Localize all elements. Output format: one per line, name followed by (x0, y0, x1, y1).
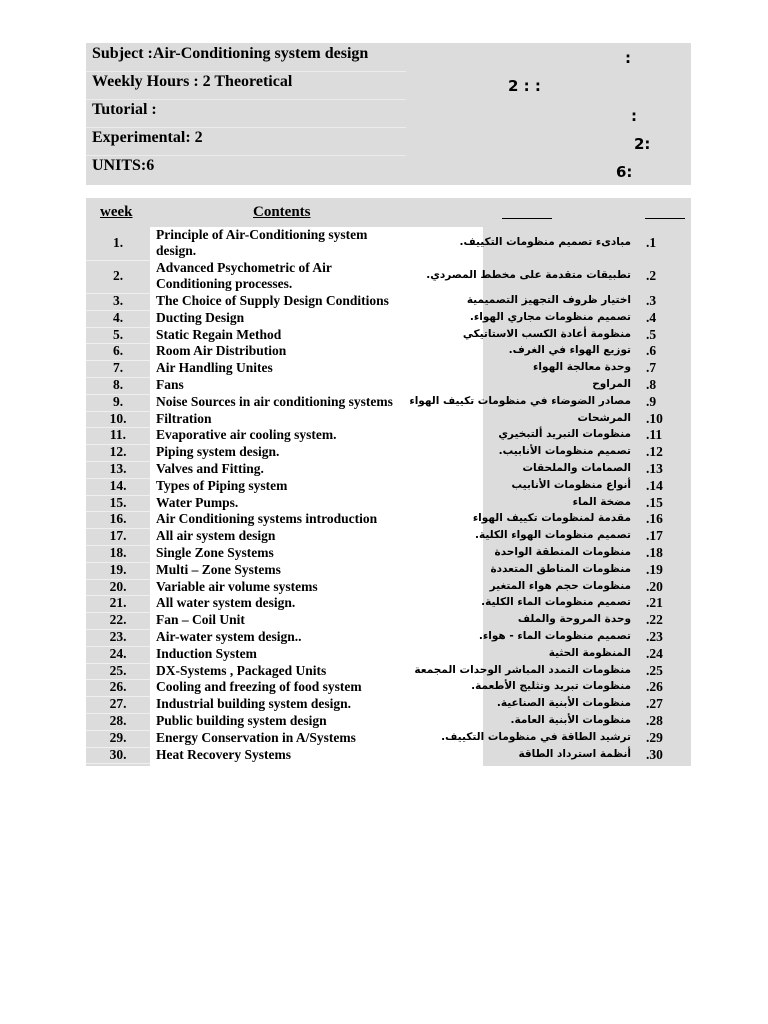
week-number: 10. (109, 410, 127, 426)
topic-english: Single Zone Systems (156, 545, 274, 560)
topic-arabic: الصمامات والملحقات (522, 462, 631, 474)
week-number-arabic: .29 (646, 729, 663, 745)
topic-english: Room Air Distribution (156, 343, 287, 359)
row-divider (86, 763, 150, 764)
table-row (86, 663, 691, 680)
week-column-header: week (100, 204, 133, 220)
table-row (86, 444, 691, 461)
topic-arabic: اختيار ظروف التجهيز التصميمية (466, 294, 631, 306)
contents-column-header: Contents (253, 204, 311, 220)
topic-arabic: وحدة معالجة الهواء (533, 361, 631, 374)
topic-arabic: منظومات الأبنية الصناعية. (496, 697, 631, 710)
table-row (86, 579, 691, 596)
topic-arabic: تصميم منظومات الماء - هواء. (478, 630, 631, 642)
week-number-arabic: .28 (646, 713, 663, 728)
week-number: 25. (109, 662, 127, 678)
week-number: 28. (109, 713, 127, 728)
topic-english: All water system design. (156, 595, 296, 611)
week-number-arabic: .20 (646, 578, 663, 594)
week-number: 5. (112, 326, 124, 342)
topic-arabic: تصميم منظومات الماء الكلية. (481, 596, 631, 609)
table-row (86, 327, 691, 344)
topic-english: Water Pumps. (156, 494, 239, 510)
table-row (86, 696, 691, 713)
week-number: 26. (109, 679, 127, 695)
week-number: 12. (109, 444, 127, 460)
topic-english: Valves and Fitting. (156, 461, 264, 476)
subject-label: Subject :Air-Conditioning system design (92, 45, 369, 62)
topic-arabic: منظومات التمدد المباشر الوحدات المجمعة (414, 663, 631, 676)
subject-arabic: : (625, 49, 631, 67)
week-number-arabic: .9 (646, 393, 657, 409)
topic-arabic: تصميم منظومات الهواء الكلية. (474, 529, 631, 542)
topic-arabic: المراوح (592, 378, 631, 390)
table-row (86, 730, 691, 747)
experimental-label: Experimental: 2 (92, 129, 203, 146)
topic-arabic: ترشيد الطاقة في منظومات التكييف. (441, 730, 631, 743)
table-row (86, 427, 691, 444)
topic-english: Static Regain Method (156, 326, 282, 342)
week-number-arabic: .5 (646, 326, 657, 342)
week-number-arabic: .2 (646, 268, 657, 283)
week-number: 19. (109, 561, 127, 577)
table-row (86, 260, 691, 293)
week-number-arabic: .3 (646, 293, 657, 308)
topic-english: All air system design (156, 528, 276, 544)
topic-arabic: تصميم منظومات مجاري الهواء. (469, 310, 631, 323)
topic-arabic: توزيع الهواء في الغرف. (508, 344, 631, 357)
week-number-arabic: .27 (646, 696, 663, 712)
topic-english: Air Conditioning systems introduction (156, 511, 378, 527)
week-number-arabic: .26 (646, 679, 663, 695)
week-number: 4. (112, 309, 124, 325)
table-row (86, 713, 691, 730)
week-number: 14. (109, 477, 127, 493)
topic-english: Evaporative air cooling system. (156, 427, 337, 443)
week-number: 1. (112, 235, 124, 250)
topic-english: Principle of Air-Conditioning system design. (156, 227, 368, 258)
table-row (86, 411, 691, 428)
table-row (86, 528, 691, 545)
topic-arabic: المنظومة الحثية (548, 646, 631, 659)
units-arabic: 6: (616, 163, 633, 181)
week-number: 9. (112, 393, 124, 409)
topic-arabic: تصميم منظومات الأنابيب. (498, 445, 631, 458)
topic-arabic: منظومات حجم هواء المتغير (489, 579, 631, 592)
table-row (86, 227, 691, 260)
topic-arabic: وحدة المروحة والملف (517, 613, 631, 626)
week-number-arabic: .6 (646, 343, 657, 359)
week-number-arabic: .21 (646, 595, 663, 611)
weekly-hours-arabic: 2 : : (508, 77, 541, 95)
topic-english: Air-water system design.. (156, 629, 302, 644)
topic-english: Induction System (156, 645, 257, 661)
topic-arabic: أنواع منظومات الأنابيب (511, 478, 631, 491)
table-row (86, 343, 691, 360)
week-number: 13. (109, 461, 127, 476)
topic-english: Filtration (156, 410, 212, 426)
table-row (86, 478, 691, 495)
topic-arabic: تطبيقات متقدمة على مخطط المصردي. (426, 269, 631, 281)
topic-arabic: أنظمة استرداد الطاقة (518, 747, 631, 760)
topic-arabic: منظومات المنطقة الواحدة (494, 546, 631, 558)
week-number-arabic: .17 (646, 528, 663, 544)
week-number-arabic: .16 (646, 511, 663, 527)
table-row (86, 545, 691, 562)
week-number-arabic: .7 (646, 360, 657, 376)
week-number: 8. (112, 377, 124, 392)
week-number-arabic: .10 (646, 410, 663, 426)
topic-arabic: مبادىء تصميم منظومات التكييف. (459, 236, 631, 248)
table-header-row (86, 198, 691, 227)
subject-row (86, 43, 691, 71)
topic-english: Fans (156, 377, 184, 392)
week-number-arabic: .12 (646, 444, 663, 460)
week-number-arabic: .4 (646, 309, 657, 325)
topic-arabic: مقدمة لمنظومات تكييف الهواء (472, 512, 631, 525)
topic-arabic: مصادر الضوضاء في منظومات تكييف الهواء (409, 394, 631, 407)
tutorial-label: Tutorial : (92, 101, 157, 118)
table-row (86, 646, 691, 663)
week-number-arabic: .11 (646, 427, 663, 443)
table-row (86, 679, 691, 696)
topic-english: Energy Conservation in A/Systems (156, 729, 356, 745)
table-row (86, 461, 691, 478)
week-number: 30. (109, 746, 127, 762)
week-number: 3. (112, 293, 124, 308)
table-row (86, 629, 691, 646)
topic-english: Industrial building system design. (156, 696, 352, 712)
week-number: 11. (109, 427, 127, 443)
week-number: 6. (112, 343, 124, 359)
week-number-arabic: .8 (646, 377, 657, 392)
weekly-hours-label: Weekly Hours : 2 Theoretical (92, 73, 293, 90)
week-number-arabic: .19 (646, 561, 663, 577)
table-row (86, 310, 691, 327)
tutorial-arabic: : (631, 107, 637, 125)
week-number-arabic: .30 (646, 746, 663, 762)
table-row (86, 595, 691, 612)
table-row (86, 612, 691, 629)
experimental-arabic: 2: (634, 135, 651, 153)
topic-english: Public building system design (156, 713, 327, 728)
week-number: 17. (109, 528, 127, 544)
week-number: 24. (109, 645, 127, 661)
experimental-row (86, 127, 691, 155)
table-row (86, 377, 691, 394)
course-info-header (86, 43, 691, 185)
weekly-hours-row (86, 71, 691, 99)
week-number: 2. (112, 268, 124, 283)
topic-english: Types of Piping system (156, 477, 288, 493)
weekly-contents-table (86, 198, 691, 766)
topic-english: Noise Sources in air conditioning systems (156, 393, 393, 409)
week-number-arabic: .1 (646, 235, 657, 250)
topic-english: Multi – Zone Systems (156, 561, 281, 577)
units-row (86, 155, 691, 183)
table-row (86, 511, 691, 528)
topic-arabic: مضخة الماء (572, 495, 631, 508)
topic-english: The Choice of Supply Design Conditions (156, 293, 389, 308)
week-number-arabic: .23 (646, 629, 663, 644)
week-number: 20. (109, 578, 127, 594)
week-number: 15. (109, 494, 127, 510)
week-number-arabic: .14 (646, 477, 663, 493)
topic-english: Air Handling Unites (156, 360, 273, 376)
week-number-arabic: .18 (646, 545, 663, 560)
topic-arabic: منظومة أعادة الكسب الاستاتيكي (462, 327, 631, 340)
week-number-arabic: .13 (646, 461, 663, 476)
topic-english: Ducting Design (156, 309, 245, 325)
arabic-contents-header-underline (502, 218, 552, 219)
week-number: 23. (109, 629, 127, 644)
arabic-week-header-underline (645, 218, 685, 219)
week-number: 21. (109, 595, 127, 611)
topic-english: Fan – Coil Unit (156, 612, 245, 628)
topic-english: Cooling and freezing of food system (156, 679, 362, 695)
table-row (86, 394, 691, 411)
week-number: 29. (109, 729, 127, 745)
table-row (86, 360, 691, 377)
topic-arabic: منظومات التبريد ألتبخيري (498, 428, 631, 441)
topic-arabic: منظومات الأبنية العامة. (510, 714, 631, 726)
topic-arabic: منظومات المناطق المتعددة (490, 562, 631, 575)
topic-english: Variable air volume systems (156, 578, 318, 594)
table-row (86, 562, 691, 579)
table-row (86, 747, 691, 764)
week-number: 22. (109, 612, 127, 628)
units-label: UNITS:6 (92, 157, 155, 174)
table-row (86, 495, 691, 512)
week-number: 16. (109, 511, 127, 527)
topic-arabic: المرشحات (577, 411, 631, 424)
week-number: 7. (112, 360, 124, 376)
week-number-arabic: .25 (646, 662, 663, 678)
table-row (86, 293, 691, 310)
topic-english: Advanced Psychometric of Air Conditioning processes. (156, 260, 332, 291)
topic-english: Heat Recovery Systems (156, 746, 291, 762)
topic-english: Piping system design. (156, 444, 280, 460)
topic-arabic: منظومات تبريد وتثليج الأطعمة. (471, 680, 631, 693)
week-number-arabic: .24 (646, 645, 663, 661)
week-number: 18. (109, 545, 127, 560)
week-number: 27. (109, 696, 127, 712)
topic-english: DX-Systems , Packaged Units (156, 662, 327, 678)
tutorial-row (86, 99, 691, 127)
week-number-arabic: .22 (646, 612, 663, 628)
week-number-arabic: .15 (646, 494, 663, 510)
